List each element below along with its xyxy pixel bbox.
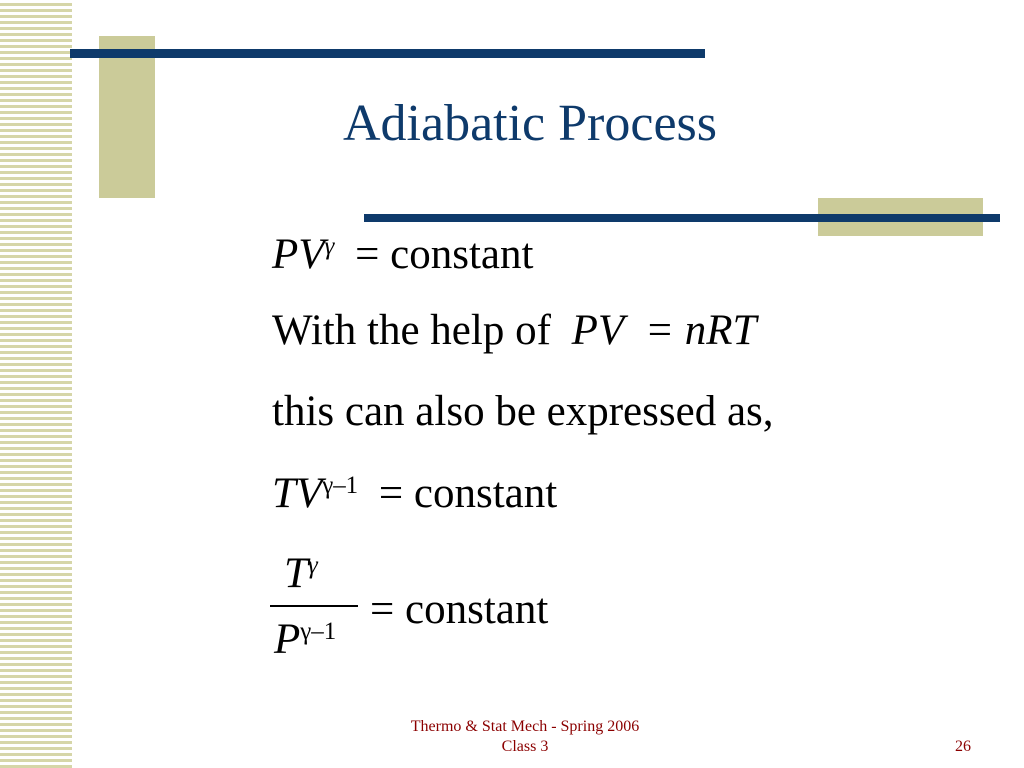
ideal-gas-law-rhs: = nRT <box>644 307 757 354</box>
slide-footer <box>370 717 680 757</box>
equation-pv-gamma <box>272 233 533 276</box>
ideal-gas-law-lhs: PV <box>571 307 625 354</box>
equation-pv-gamma-lhs: PV <box>272 231 325 278</box>
equation-tv-gamma <box>272 472 557 515</box>
text-expressed-as: this can also be expressed as, <box>272 388 774 435</box>
text-with-help-of <box>272 309 756 352</box>
equation-pv-gamma-rhs: = constant <box>355 231 534 278</box>
equation-fraction-rhs: = constant <box>370 586 549 633</box>
page-number: 26 <box>955 738 971 755</box>
equation-tv-gamma-exponent: γ–1 <box>322 472 359 500</box>
equation-pv-gamma-exponent: γ <box>324 233 335 261</box>
fraction-numerator-exponent: γ <box>307 552 318 580</box>
footer-class: Class 3 <box>501 738 549 755</box>
text-with-help-of-phrase: With the help of <box>272 307 551 354</box>
fraction-denominator-exponent: γ–1 <box>300 618 337 646</box>
fraction-denominator-var: P <box>274 616 301 663</box>
equation-tv-gamma-lhs: TV <box>272 470 323 517</box>
fraction-denominator <box>274 618 336 661</box>
fraction-numerator <box>284 552 318 595</box>
slide-title: Adiabatic Process <box>343 95 718 152</box>
fraction-bar <box>270 605 358 607</box>
equation-tv-gamma-rhs: = constant <box>378 470 558 517</box>
footer-course: Thermo & Stat Mech - Spring 2006 <box>410 718 640 735</box>
decorative-bar-top <box>70 49 705 58</box>
decorative-bar-middle <box>364 214 1000 222</box>
fraction-numerator-var: T <box>284 550 308 597</box>
decorative-block-left <box>99 36 155 198</box>
decorative-stripes <box>0 0 72 768</box>
